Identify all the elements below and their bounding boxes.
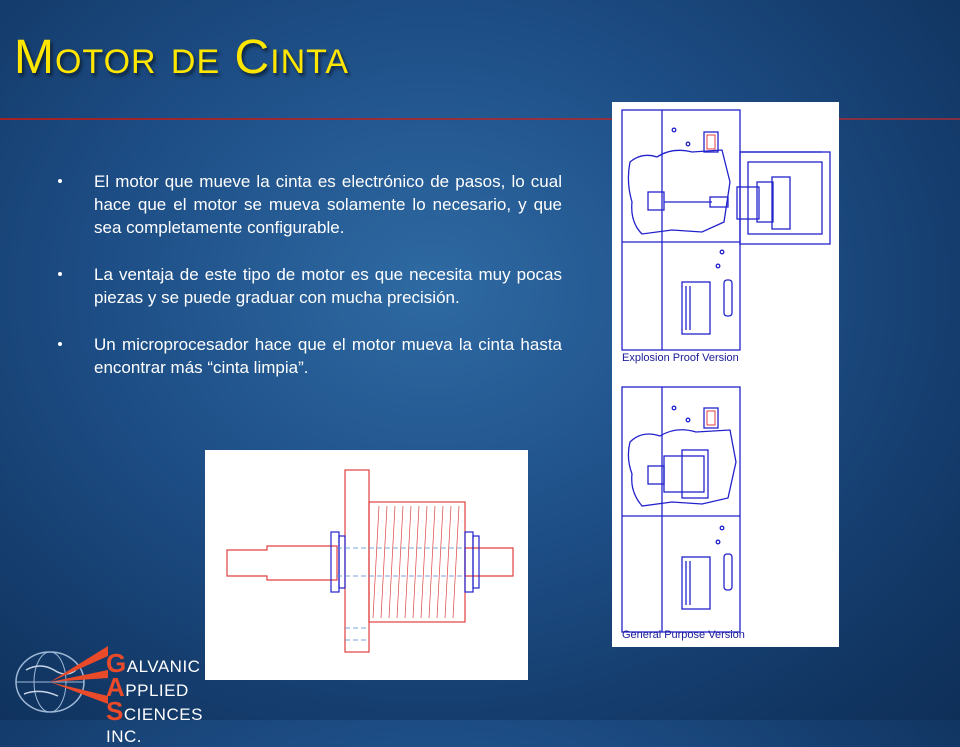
bullet-item xyxy=(56,263,562,309)
company-logo xyxy=(10,640,230,746)
logo-line-sciences: SCIENCES INC. xyxy=(106,696,203,746)
globe-icon xyxy=(10,640,110,720)
logo-line-galvanic: GALVANIC xyxy=(106,648,201,678)
shaft-drawing xyxy=(205,450,528,680)
bullet-item xyxy=(56,333,562,379)
caption-explosion-proof: Explosion Proof Version xyxy=(622,352,739,364)
bullet-dot-icon xyxy=(58,272,62,276)
housing-drawing xyxy=(612,102,839,647)
logo-line-applied: APPLIED xyxy=(106,672,189,702)
bullet-list xyxy=(56,170,562,403)
bullet-text: El motor que mueve la cinta es electrónico de pasos, lo cual hace que el motor se mueva solamente lo necesario, y que sea completamente configurable. xyxy=(94,172,562,237)
bullet-text: Un microprocesador hace que el motor mueva la cinta hasta encontrar más “cinta limpia”. xyxy=(94,335,562,377)
bullet-text: La ventaja de este tipo de motor es que necesita muy pocas piezas y se puede graduar con mucha precisión. xyxy=(94,265,562,307)
bullet-item xyxy=(56,170,562,239)
caption-general-purpose: General Purpose Version xyxy=(622,629,745,641)
bullet-dot-icon xyxy=(58,342,62,346)
stepper-shaft-diagram xyxy=(205,450,528,680)
bullet-dot-icon xyxy=(58,179,62,183)
motor-housing-diagram xyxy=(612,102,839,647)
slide-title: Motor de Cinta xyxy=(14,31,350,84)
